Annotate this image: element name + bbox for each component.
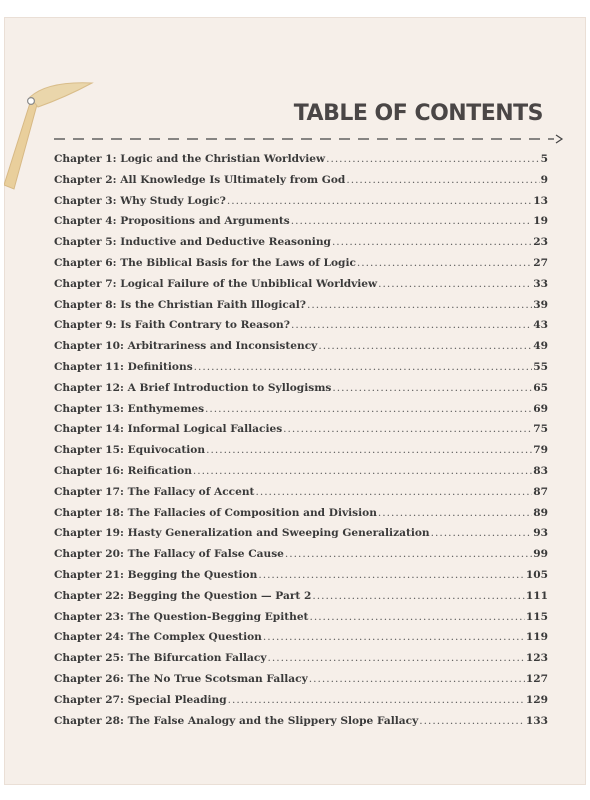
chapter-title: Chapter 4: Propositions and Arguments [54, 215, 290, 228]
page-number: 75 [533, 423, 548, 436]
toc-entry [54, 694, 548, 715]
page-number: 115 [525, 610, 548, 623]
chapter-title: Chapter 23: The Question-Begging Epithet [54, 610, 309, 623]
toc-entry [54, 215, 548, 236]
dot-leader [194, 361, 533, 373]
dot-leader [307, 299, 532, 311]
dot-leader [419, 715, 525, 727]
page-number: 105 [525, 568, 548, 581]
chapter-title: Chapter 7: Logical Failure of the Unbiblical Worldview [54, 277, 378, 290]
chapter-title: Chapter 17: The Fallacy of Accent [54, 485, 255, 498]
page-number: 55 [533, 360, 548, 373]
chapter-title: Chapter 11: Definitions [54, 360, 193, 373]
page-number: 127 [525, 672, 548, 685]
chapter-title: Chapter 8: Is the Christian Faith Illogical? [54, 298, 306, 311]
toc-entry [54, 403, 548, 424]
dot-leader [263, 631, 525, 643]
page-number: 39 [533, 298, 548, 311]
page-number: 27 [533, 256, 548, 269]
page-number: 69 [533, 402, 548, 415]
chapter-title: Chapter 16: Reification [54, 464, 192, 477]
chapter-title: Chapter 25: The Bifurcation Fallacy [54, 652, 267, 665]
page-number: 129 [525, 693, 548, 706]
toc-entry [54, 257, 548, 278]
page-number: 49 [533, 340, 548, 353]
dot-leader [227, 195, 532, 207]
chapter-title: Chapter 5: Inductive and Deductive Reasoning [54, 236, 331, 249]
chapter-title: Chapter 18: The Fallacies of Composition and Division [54, 506, 377, 519]
toc-entry [54, 486, 548, 507]
dot-leader [312, 590, 525, 602]
page-number: 5 [540, 153, 548, 165]
dot-leader [318, 340, 532, 352]
page-number: 43 [533, 319, 548, 332]
page-number: 9 [540, 173, 548, 186]
toc-entry [54, 382, 548, 403]
toc-entry [54, 174, 548, 195]
toc-entry [54, 278, 548, 299]
toc-entry [54, 631, 548, 652]
dot-leader [283, 423, 532, 435]
page-number: 79 [533, 444, 548, 457]
page-number: 123 [525, 652, 548, 665]
dot-leader [258, 569, 525, 581]
dot-leader [285, 548, 532, 560]
toc-entry [54, 299, 548, 320]
chapter-title: Chapter 24: The Complex Question [54, 631, 262, 644]
dot-leader [309, 611, 524, 623]
chapter-title: Chapter 3: Why Study Logic? [54, 194, 226, 207]
toc-entry [54, 527, 548, 548]
chapter-title: Chapter 13: Enthymemes [54, 402, 205, 415]
chapter-title: Chapter 12: A Brief Introduction to Syllogisms [54, 381, 332, 394]
toc-entry [54, 195, 548, 216]
toc-entry [54, 423, 548, 444]
dot-leader [378, 507, 532, 519]
page-number: 33 [533, 277, 548, 290]
page-number: 13 [533, 194, 548, 207]
chapter-title: Chapter 22: Begging the Question — Part 2 [54, 589, 312, 602]
toc-entry [54, 715, 548, 736]
table-of-contents [54, 153, 548, 735]
dot-leader [346, 174, 539, 186]
page-number: 83 [533, 464, 548, 477]
dot-leader [193, 465, 532, 477]
dot-leader [357, 257, 532, 269]
chapter-title: Chapter 1: Logic and the Christian Worldview [54, 153, 326, 165]
toc-entry [54, 340, 548, 361]
page-number: 93 [533, 527, 548, 540]
chapter-title: Chapter 6: The Biblical Basis for the Laws of Logic [54, 256, 356, 269]
page-number: 133 [525, 714, 548, 727]
dot-leader [378, 278, 532, 290]
paper-sheet [4, 17, 586, 785]
dot-leader [205, 403, 532, 415]
dot-leader [326, 153, 540, 165]
arrow-right-icon [54, 134, 564, 144]
chapter-title: Chapter 9: Is Faith Contrary to Reason? [54, 319, 290, 332]
toc-entry [54, 590, 548, 611]
dot-leader [268, 652, 525, 664]
chapter-title: Chapter 15: Equivocation [54, 444, 206, 457]
dot-leader [309, 673, 525, 685]
dot-leader [255, 486, 532, 498]
toc-entry [54, 444, 548, 465]
chapter-title: Chapter 27: Special Pleading [54, 693, 227, 706]
dot-leader [206, 444, 532, 456]
page-number: 119 [525, 631, 548, 644]
page-number: 87 [533, 485, 548, 498]
page-number: 23 [533, 236, 548, 249]
dot-leader [332, 236, 532, 248]
page-number: 89 [533, 506, 548, 519]
page-title: TABLE OF CONTENTS [293, 101, 543, 126]
toc-entry [54, 236, 548, 257]
chapter-title: Chapter 14: Informal Logical Fallacies [54, 423, 283, 436]
toc-entry [54, 153, 548, 174]
chapter-title: Chapter 26: The No True Scotsman Fallacy [54, 672, 308, 685]
chapter-title: Chapter 21: Begging the Question [54, 568, 258, 581]
toc-entry [54, 652, 548, 673]
toc-entry [54, 611, 548, 632]
toc-entry [54, 507, 548, 528]
dot-leader [291, 319, 532, 331]
chapter-title: Chapter 28: The False Analogy and the Slippery Slope Fallacy [54, 714, 419, 727]
toc-entry [54, 569, 548, 590]
dot-leader [332, 382, 532, 394]
toc-entry [54, 465, 548, 486]
page-number: 19 [533, 215, 548, 228]
toc-entry [54, 548, 548, 569]
page-number: 111 [525, 589, 548, 602]
dot-leader [228, 694, 525, 706]
toc-entry [54, 673, 548, 694]
chapter-title: Chapter 2: All Knowledge Is Ultimately from God [54, 173, 346, 186]
dot-leader [291, 215, 532, 227]
dot-leader [431, 527, 533, 539]
chapter-title: Chapter 10: Arbitrariness and Inconsistency [54, 340, 318, 353]
chapter-title: Chapter 20: The Fallacy of False Cause [54, 548, 284, 561]
toc-entry [54, 319, 548, 340]
chapter-title: Chapter 19: Hasty Generalization and Sweeping Generalization [54, 527, 430, 540]
page-number: 65 [533, 381, 548, 394]
toc-entry [54, 361, 548, 382]
page-number: 99 [533, 548, 548, 561]
